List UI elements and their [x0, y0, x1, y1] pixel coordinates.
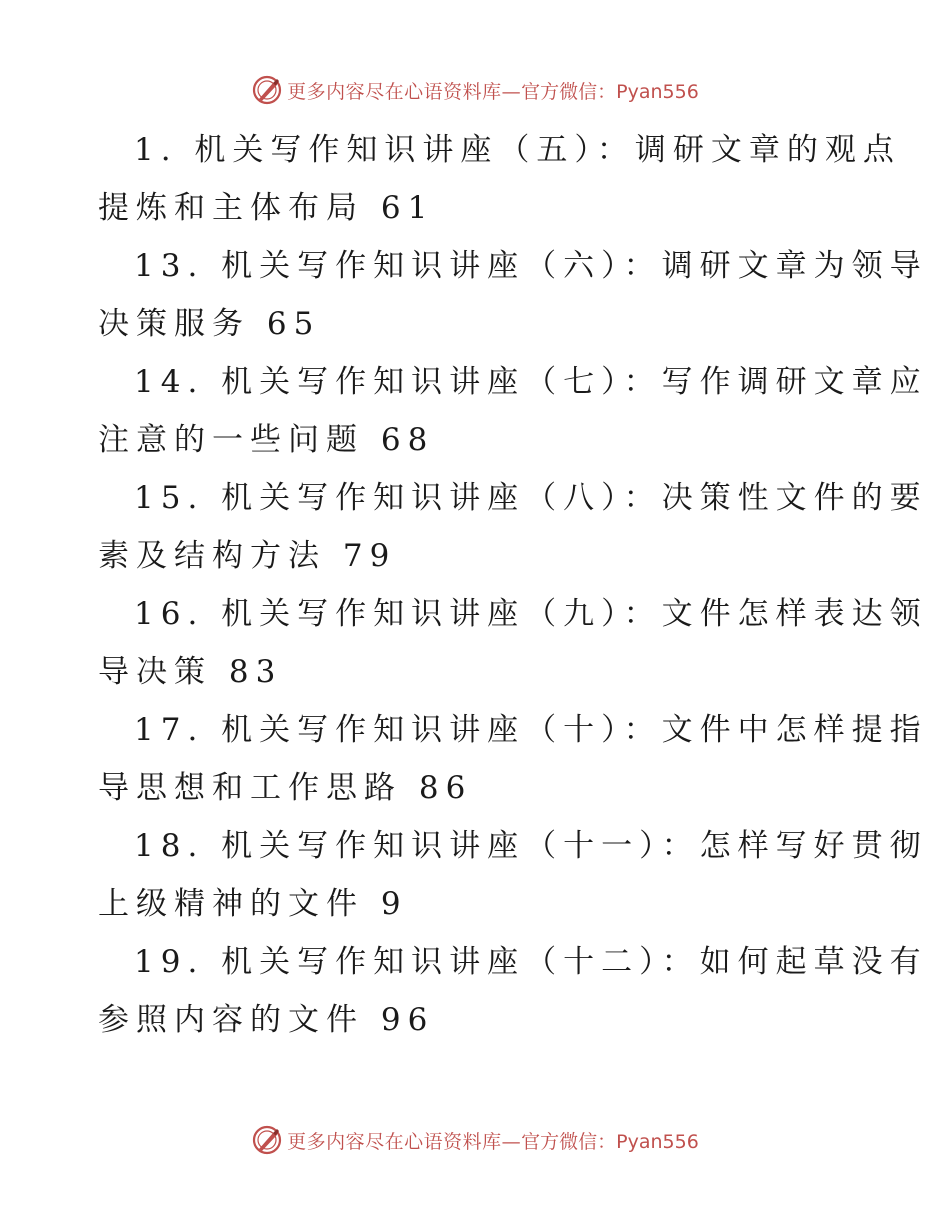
toc-item [98, 237, 928, 353]
toc-item [98, 933, 928, 1049]
toc-item [98, 817, 928, 933]
banner-wechat: 官方微信：Pyan556 [521, 1130, 699, 1153]
toc-item [98, 585, 928, 701]
toc-item-title-cont: 参照内容的文件 96 [98, 1002, 435, 1038]
footer-banner [0, 1120, 950, 1160]
toc-item-title: 17. 机关写作知识讲座（十）：文件中怎样提指 [134, 712, 928, 748]
toc-item-title-cont: 素及结构方法 79 [98, 538, 397, 574]
toc-item-title-cont: 注意的一些问题 68 [98, 422, 435, 458]
toc-item [98, 469, 928, 585]
banner-wechat: 官方微信：Pyan556 [521, 80, 699, 103]
toc-item-title: 18. 机关写作知识讲座（十一）：怎样写好贯彻 [134, 828, 928, 864]
toc-item-title: 14. 机关写作知识讲座（七）：写作调研文章应 [134, 364, 928, 400]
toc-item-title-cont: 导决策 83 [98, 654, 283, 690]
toc-item-title: 15. 机关写作知识讲座（八）：决策性文件的要 [134, 480, 928, 516]
toc-item-title: 19. 机关写作知识讲座（十二）：如何起草没有 [134, 944, 928, 980]
banner-text: 更多内容尽在心语资料库— [287, 80, 522, 103]
pen-logo-icon [251, 1124, 283, 1156]
toc-item-title: 1. 机关写作知识讲座（五）：调研文章的观点 [134, 132, 901, 168]
toc-item [98, 121, 901, 237]
header-banner [0, 70, 950, 110]
toc-item-title: 13. 机关写作知识讲座（六）：调研文章为领导 [134, 248, 928, 284]
toc-item [98, 701, 928, 817]
toc-item [98, 353, 928, 469]
toc-item-title-cont: 上级精神的文件 9 [98, 886, 408, 922]
toc-item-title-cont: 导思想和工作思路 86 [98, 770, 473, 806]
toc-item-title-cont: 提炼和主体布局 61 [98, 190, 435, 226]
banner-text: 更多内容尽在心语资料库— [287, 1130, 522, 1153]
pen-logo-icon [251, 74, 283, 106]
toc-list [98, 121, 928, 1049]
toc-item-title: 16. 机关写作知识讲座（九）：文件怎样表达领 [134, 596, 928, 632]
toc-item-title-cont: 决策服务 65 [98, 306, 321, 342]
